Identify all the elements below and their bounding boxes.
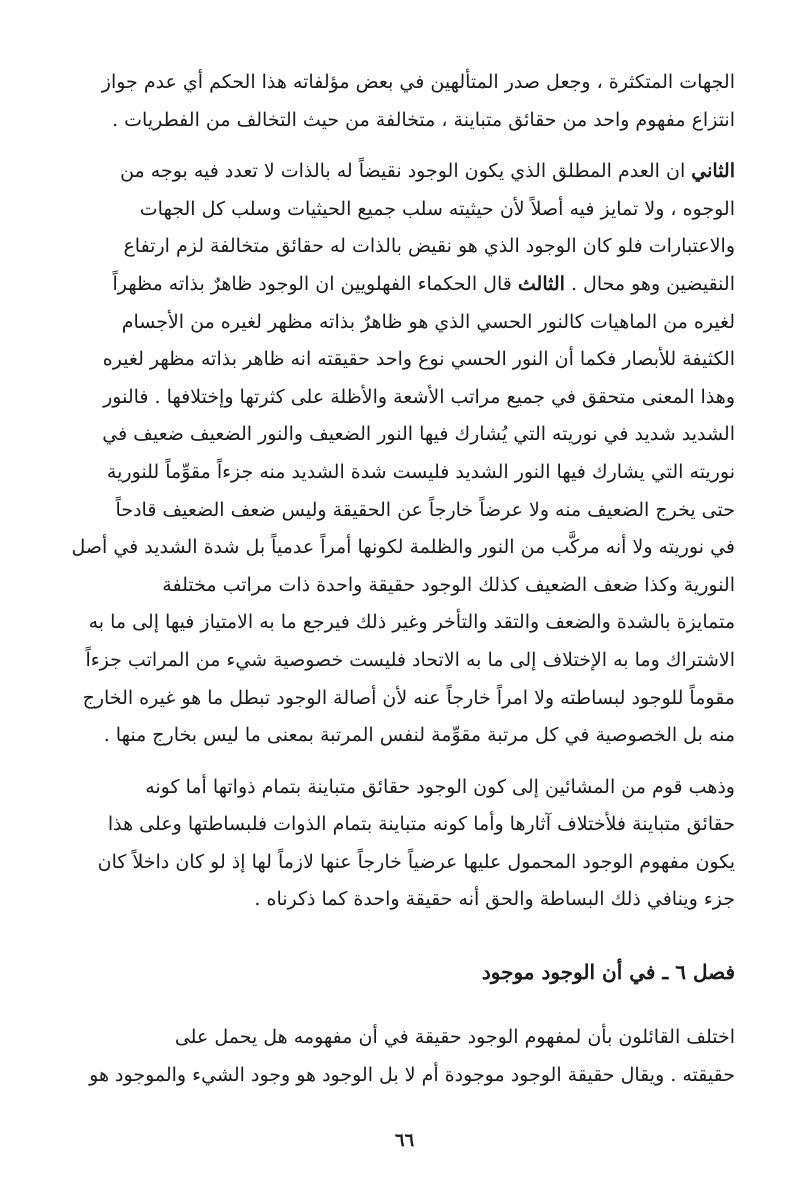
text-line: انتزاع مفهوم واحد من حقائق متباينة ، متخالفة من حيث التخالف من الفطريات . xyxy=(112,108,735,131)
point-label-third: الثالث xyxy=(517,272,565,295)
text-line: لغيره من الماهيات كالنور الحسي الذي هو ظاهرٌ بذاته مظهر لغيره من الأجسام xyxy=(121,310,735,333)
text-line: متمايزة بالشدة والضعف والتقد والتأخر وغير ذلك فيرجع ما به الامتياز فيها إلى ما به xyxy=(88,611,735,634)
section-heading: فصل ٦ ـ في أن الوجود موجود xyxy=(481,960,735,985)
text-line: اختلف القائلون بأن لمفهوم الوجود حقيقة في أن مفهومه هل يحمل على xyxy=(174,1026,735,1049)
text-line: الوجوه ، ولا تمايز فيه أصلاً لأن حيثيته سلب جميع الحيثيات وسلب كل الجهات xyxy=(139,197,735,220)
text-line-start: النقيضين وهو محال . xyxy=(564,272,735,295)
point-label-second: الثاني xyxy=(691,160,735,183)
text-line-rest: ان العدم المطلق الذي يكون الوجود نقيضاً له بالذات لا تعدد فيه بوجه من xyxy=(120,160,692,183)
paragraph-3 xyxy=(62,769,735,919)
paragraph-1 xyxy=(62,64,735,139)
text-line: الكثيفة للأبصار فكما أن النور الحسي نوع واحد حقيقته انه ظاهر بذاته مظهر لغيره xyxy=(102,348,735,371)
text-line-rest: قال الحكماء الفهلويين ان الوجود ظاهرٌ بذاته مظهراً xyxy=(112,272,518,295)
text-line: الاشتراك وما به الإختلاف إلى ما به الاتحاد فليست خصوصية شيء من المراتب جزءاً xyxy=(85,648,735,671)
text-line xyxy=(62,266,735,304)
paragraph-4 xyxy=(62,1019,735,1094)
text-line: نوريته التي يشارك فيها النور الشديد فليست شدة الشديد منه جزءاً مقوِّماً للنورية xyxy=(106,460,735,483)
page-body xyxy=(62,64,735,1094)
page-number: ٦٦ xyxy=(394,1130,415,1151)
text-line: حقائق متباينة فلأختلاف آثارها وأما كونه متباينة بتمام الذوات فلبساطتها وعلى هذا xyxy=(107,813,735,836)
text-line: جزء وينافي ذلك البساطة والحق أنه حقيقة واحدة كما ذكرناه . xyxy=(254,888,735,911)
text-line: الجهات المتكثرة ، وجعل صدر المتألهين في بعض مؤلفاته هذا الحكم أي عدم جواز xyxy=(101,71,735,93)
text-line: وذهب قوم من المشائين إلى كون الوجود حقائق متباينة بتمام ذواتها أما كونه xyxy=(145,775,735,798)
text-line: حقيقته . ويقال حقيقة الوجود موجودة أم لا بل الوجود هو وجود الشيء والموجود هو xyxy=(89,1063,735,1086)
text-line: وهذا المعنى متحقق في جميع مراتب الأشعة والأظلة على كثرتها وإختلافها . فالنور xyxy=(103,385,735,408)
text-line: منه بل الخصوصية في كل مرتبة مقوِّمة لنفس المرتبة بمعنى ما ليس بخارج منها . xyxy=(103,724,735,747)
text-line xyxy=(62,153,735,191)
text-line: النورية وكذا ضعف الضعيف كذلك الوجود حقيقة واحدة ذات مراتب مختلفة xyxy=(162,573,735,596)
text-line: مقوماً للوجود لبساطته ولا امراً خارجاً عنه لأن أصالة الوجود تبطل ما هو غيره الخارج xyxy=(82,686,735,709)
text-line: الشديد شديد في نوريته التي يُشارك فيها النور الضعيف والنور الضعيف ضعيف في xyxy=(102,423,735,446)
text-line: والاعتبارات فلو كان الوجود الذي هو نقيض بالذات له حقائق متخالفة لزم ارتفاع xyxy=(123,235,735,258)
text-line: يكون مفهوم الوجود المحمول عليها عرضياً خارجاً عنها لازماً لها إذ لو كان داخلاً كان xyxy=(97,850,735,873)
text-line: في نوريته ولا أنه مركَّب من النور والظلمة لكونها أمراً عدمياً بل شدة الشديد في أصل xyxy=(71,536,735,559)
paragraph-2 xyxy=(62,153,735,755)
text-line: حتى يخرج الضعيف منه ولا عرضاً خارجاً عن الحقيقة وليس ضعف الضعيف قادحاً xyxy=(115,498,735,521)
